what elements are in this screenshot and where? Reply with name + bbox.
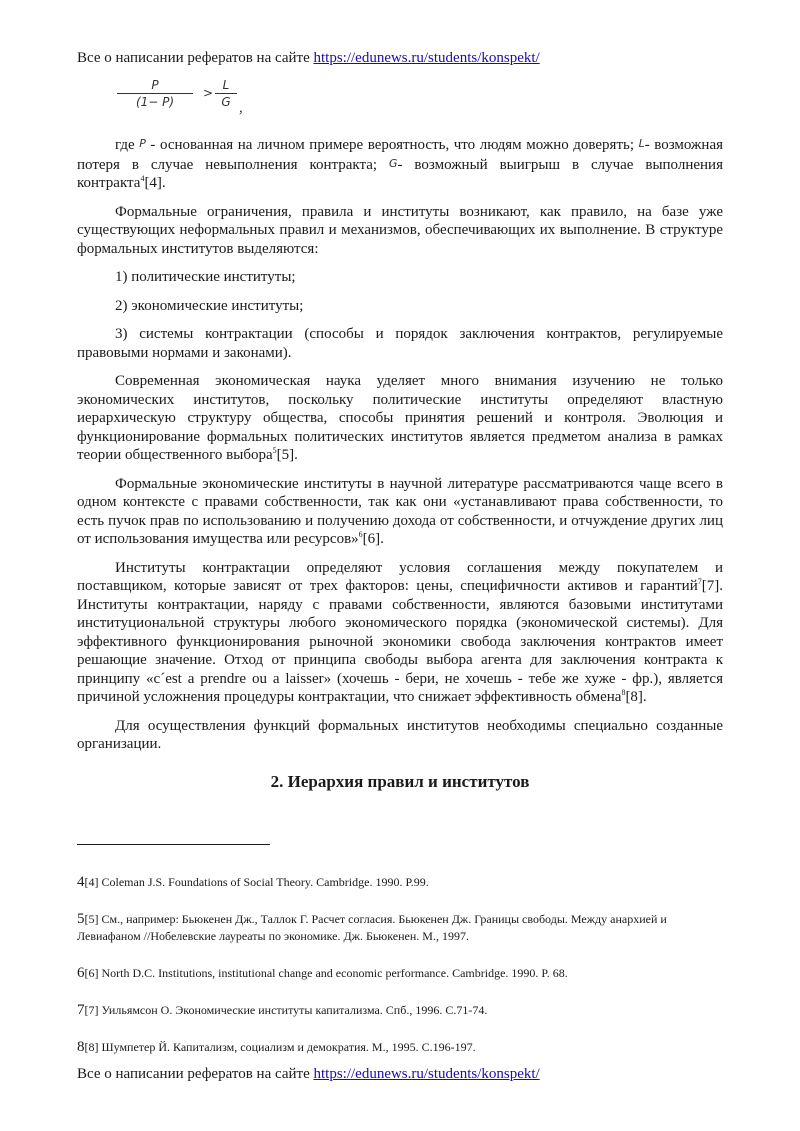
footnote-ref-7[interactable]: 7 — [697, 577, 702, 586]
paragraph-organizations: Для осуществления функций формальных институтов необходимы специально созданные организации. — [77, 717, 723, 752]
formula-relation: > — [203, 86, 214, 100]
list-item-contracting: 3) системы контрактации (способы и порядок заключения контрактов, регулируемые правовыми нормами и законами). — [77, 326, 723, 361]
p1-text-b: - основанная на личном примере вероятность, что людям можно доверять; — [145, 137, 639, 153]
footnote-text: [5] См., например: Бьюкенен Дж., Таллок Г. Расчет согласия. Бьюкенен Дж. Границы свободы. Между анархией и Левиафаном //Нобелевские лауреаты по экономике. Дж. Бьюкенен. М., 1997. — [77, 912, 667, 943]
symbol-p: P — [139, 137, 146, 150]
paragraph-economic-institutions — [77, 475, 723, 549]
p8-ref: [8]. — [625, 689, 647, 705]
p1-text-a: где — [115, 137, 140, 153]
formula-right-denominator: G — [221, 95, 231, 109]
footnote-mark: 8 — [77, 1039, 85, 1055]
footnotes — [77, 874, 723, 1076]
main-text — [77, 135, 723, 764]
footnote-divider — [77, 844, 270, 845]
header-prefix: Все о написании рефератов на сайте — [77, 50, 314, 66]
p1-ref: [4]. — [144, 175, 166, 191]
list-item-economic: 2) экономические институты; — [115, 297, 304, 314]
footnote-ref-5[interactable]: 5 — [272, 446, 277, 455]
header-line — [77, 49, 540, 67]
section-heading: 2. Иерархия правил и институтов — [270, 772, 530, 791]
footnote-mark: 6 — [77, 965, 85, 981]
formula-left-fraction — [117, 78, 193, 109]
p1-text-d: - возможный выигрыш в случае выполнения контракта — [77, 156, 723, 191]
formula — [117, 74, 257, 118]
symbol-l: L — [638, 137, 645, 150]
paragraph-contracting-institutions — [77, 559, 723, 707]
footnote-mark: 5 — [77, 911, 85, 927]
footnote-item — [77, 911, 723, 945]
p7-ref: [6]. — [362, 531, 384, 547]
paragraph-formal-constraints: Формальные ограничения, правила и институты возникают, как правило, на базе уже существующих неформальных правил и механизмов, обеспечивающих их выполнение. В структуре формальных институтов выделяются: — [77, 203, 723, 257]
footnote-text: [8] Шумпетер Й. Капитализм, социализм и демократия. М., 1995. С.196-197. — [84, 1040, 476, 1054]
footer-link[interactable]: https://edunews.ru/students/konspekt/ — [313, 1066, 540, 1082]
p7-text: Формальные экономические институты в научной литературе рассматриваются чаще всего в одном контексте с правами собственности, так как они «устанавливают права собственности, то есть пучок прав по использованию и получению дохода от собственности, и отчуждение других лиц от использования имущества или ресурсов» — [77, 475, 723, 547]
formula-comma: , — [239, 100, 243, 116]
footnote-mark: 4 — [77, 874, 85, 890]
formula-right-fraction — [215, 78, 237, 109]
footnote-ref-8[interactable]: 8 — [621, 688, 626, 697]
footnote-item — [77, 1002, 723, 1019]
footnote-item — [77, 1039, 723, 1056]
p8-text-b: [7]. Институты контрактации, наряду с правами собственности, являются базовыми институтами институциональной структуры любого экономического порядка (экономической системы). Для эффективного функционирования рыночной экономики свобода заключения контрактов имеет решающие значение. Отход от принципа свободы выбора агента для заключения контракта к принципу «c´est a prendre ou a laisser» (хочешь - бери, не хочешь - тебе же хуже - фр.), является причиной усложнения процедуры контрактации, что снижает эффективность обмена — [77, 578, 723, 705]
p6-text: Современная экономическая наука уделяет много внимания изучению не только экономических институтов, поскольку политические институты определяют властную иерархическую структуру общества, способы принятия решений и контроля. Эволюция и функционирование формальных политических институтов является предметом анализа в рамках теории общественного выбора — [77, 373, 723, 463]
footnote-mark: 7 — [77, 1002, 85, 1018]
footnote-text: [6] North D.C. Institutions, institutional change and economic performance. Cambridge. 1990. P. 68. — [84, 966, 568, 980]
footer-line — [77, 1065, 540, 1083]
footer-prefix: Все о написании рефератов на сайте — [77, 1066, 314, 1082]
footnote-text: [7] Уильямсон О. Экономические институты капитализма. Спб., 1996. С.71-74. — [84, 1003, 488, 1017]
formula-left-numerator: P — [117, 78, 193, 94]
footnote-item — [77, 874, 723, 891]
footnote-ref-4[interactable]: 4 — [140, 174, 145, 183]
paragraph-definitions — [77, 135, 723, 193]
paragraph-modern-science — [77, 372, 723, 465]
p8-text-a: Институты контрактации определяют условия соглашения между покупателем и поставщиком, которые зависят от трех факторов: цены, специфичности активов и гарантий — [77, 559, 723, 594]
header-link[interactable]: https://edunews.ru/students/konspekt/ — [313, 50, 540, 66]
p1-text-c: - возможная потеря в случае невыполнения контракта; — [77, 137, 724, 173]
footnote-text: [4] Coleman J.S. Foundations of Social Theory. Cambridge. 1990. P.99. — [84, 875, 429, 889]
footnote-ref-6[interactable]: 6 — [358, 530, 363, 539]
formula-left-denominator: (1− P) — [135, 95, 175, 109]
p6-ref: [5]. — [276, 447, 298, 463]
symbol-g: G — [388, 156, 398, 170]
footnote-item — [77, 965, 723, 982]
formula-right-numerator: L — [215, 78, 237, 94]
list-item-political: 1) политические институты; — [115, 269, 296, 285]
